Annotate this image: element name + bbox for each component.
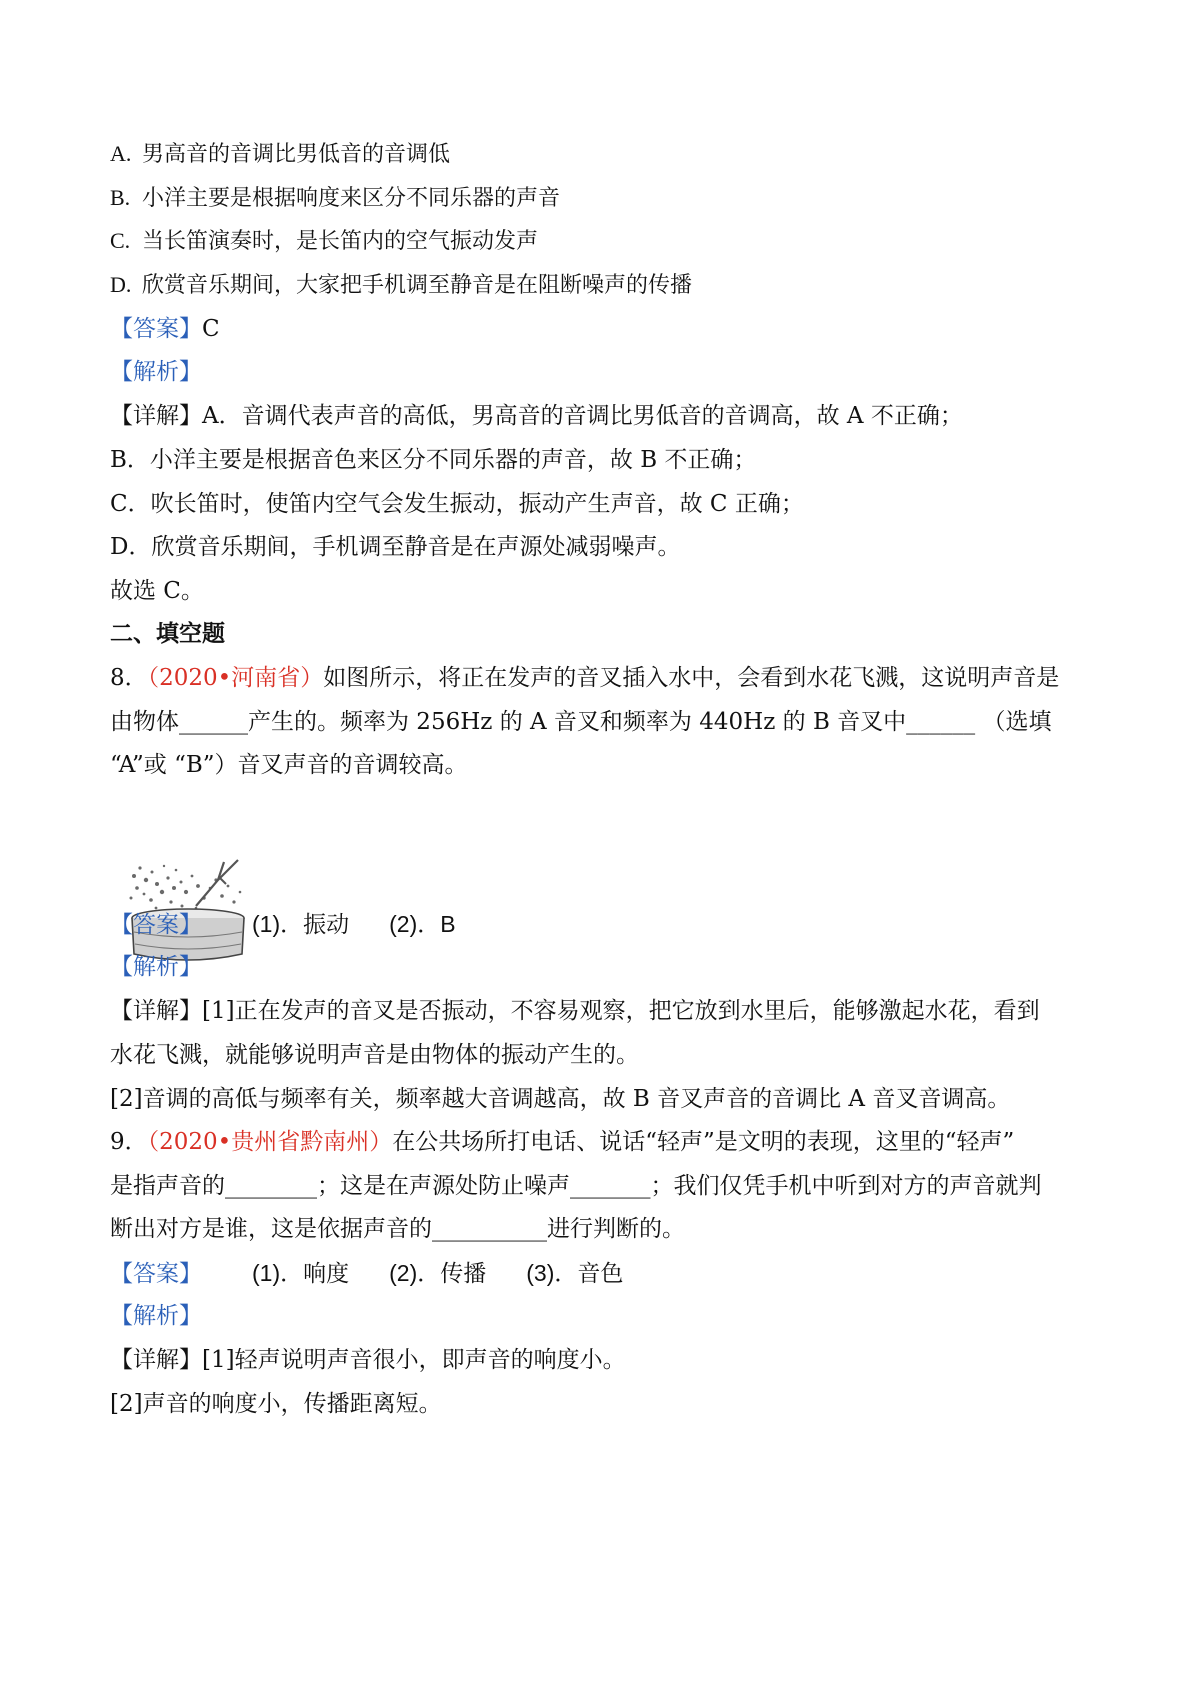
option-c [110,226,1100,257]
option-b [110,183,1100,214]
q9-detail-line [110,1345,1100,1375]
option-label: C. [110,228,131,253]
answer-value: C [202,316,220,342]
q9-stem-line: 断出对方是谁，这是依据声音的__________进行判断的。 [110,1216,685,1242]
answer-item: (2)．B [389,911,456,937]
detail-text: [1]轻声说明声音很小，即声音的响度小。 [202,1347,626,1373]
q9-detail-line: [2]声音的响度小，传播距离短。 [110,1391,442,1417]
stem-text: 如图所示，将正在发声的音叉插入水中，会看到水花飞溅，这说明声音是 [323,665,1060,691]
q7-answer [110,314,1100,344]
detail-tag: 【详解】 [110,1347,202,1373]
question-source: （2020•河南省） [147,665,324,691]
option-label: A. [110,141,132,166]
question-number: 9． [110,1129,148,1155]
answer-item: (1)．振动 [252,911,350,937]
option-text: 欣赏音乐期间，大家把手机调至静音是在阻断噪声的传播 [142,273,693,298]
analysis-tag: 【解析】 [110,954,202,980]
q7-detail-line: B．小洋主要是根据音色来区分不同乐器的声音，故 B 不正确； [110,447,757,473]
q9-stem-line: 是指声音的________；这是在声源处防止噪声_______；我们仅凭手机中听到对方的声音就判 [110,1173,1042,1199]
detail-tag: 【详解】 [110,403,202,429]
q8-detail-line: 水花飞溅，就能够说明声音是由物体的振动产生的。 [110,1042,639,1068]
answer-item: (2)．传播 [389,1260,487,1286]
option-text: 男高音的音调比男低音的音调低 [142,142,451,167]
q7-detail-line: D．欣赏音乐期间，手机调至静音是在声源处减弱噪声。 [110,534,681,560]
q8-stem-line [110,663,1100,693]
option-label: B. [110,185,131,210]
option-text: 当长笛演奏时，是长笛内的空气振动发声 [142,229,539,254]
answer-tag: 【答案】 [110,1261,202,1287]
q9-analysis-tag [110,1301,1100,1331]
q9-stem-line [110,1127,1100,1157]
question-number: 8． [110,665,148,691]
option-a [110,139,1100,170]
q8-stem-line: “A”或 “B”）音叉声音的音调较高。 [110,752,468,778]
q7-detail-line [110,401,1100,431]
q8-detail-line: [2]音调的高低与频率有关，频率越大音调越高，故 B 音叉声音的音调比 A 音叉音调高。 [110,1086,1011,1112]
detail-text: A．音调代表声音的高低，男高音的音调比男低音的音调高，故 A 不正确； [202,403,963,429]
option-d [110,270,1100,301]
q7-analysis-tag [110,357,1100,387]
analysis-tag: 【解析】 [110,359,202,385]
q8-stem-line: 由物体______产生的。频率为 256Hz 的 A 音叉和频率为 440Hz 的 B 音叉中______ （选填 [110,709,1052,735]
section-title: 二、填空题 [110,620,225,647]
analysis-tag: 【解析】 [110,1303,202,1329]
q9-answer [110,1258,1100,1289]
q8-answer [110,909,1100,940]
stem-text: 在公共场所打电话、说话“轻声”是文明的表现，这里的“轻声” [392,1129,1015,1155]
q8-detail-line [110,996,1100,1026]
answer-tag: 【答案】 [110,912,202,938]
detail-tag: 【详解】 [110,998,202,1024]
answer-item: (1)．响度 [252,1260,350,1286]
option-label: D. [110,272,132,297]
question-source: （2020•贵州省黔南州） [147,1129,393,1155]
q7-detail-line: C．吹长笛时，使笛内空气会发生振动，振动产生声音，故 C 正确； [110,491,804,517]
detail-text: [1]正在发声的音叉是否振动，不容易观察，把它放到水里后，能够激起水花，看到 [202,998,1040,1024]
answer-tag: 【答案】 [110,316,202,342]
answer-item: (3)．音色 [526,1260,624,1286]
q8-analysis-tag [110,952,1100,982]
option-text: 小洋主要是根据响度来区分不同乐器的声音 [142,186,561,211]
q7-conclusion: 故选 C。 [110,578,204,604]
